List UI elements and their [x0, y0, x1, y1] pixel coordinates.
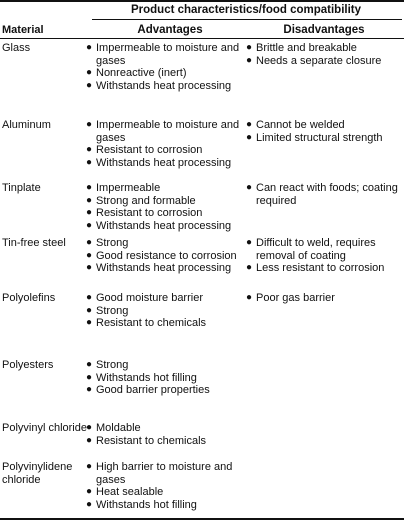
advantages-list	[86, 422, 246, 447]
disadvantage-item: ● Can react with foods; coating required	[246, 182, 398, 207]
bullet-icon: ●	[246, 42, 253, 53]
material-name: Tinplate	[2, 182, 41, 194]
bullet-icon: ●	[86, 371, 93, 383]
bullet-icon: ●	[246, 262, 253, 274]
bullet-icon: ●	[246, 131, 253, 143]
advantage-item: ● Strong	[86, 237, 129, 249]
disadvantage-item: ● Less resistant to corrosion	[246, 262, 385, 275]
bullet-icon: ●	[246, 54, 253, 66]
bullet-icon: ●	[86, 262, 93, 274]
advantage-item: ● Impermeable	[86, 182, 161, 194]
advantage-item: ● Heat sealable	[86, 486, 164, 499]
material-name: Aluminum	[2, 119, 51, 131]
disadvantages-list	[246, 237, 402, 275]
material-name: Polyesters	[2, 359, 54, 371]
advantages-list	[86, 461, 246, 511]
bullet-icon: ●	[86, 67, 93, 79]
advantage-item: ● Resistant to chemicals	[86, 317, 207, 330]
advantage-item: ● Resistant to corrosion	[86, 144, 203, 157]
disadvantages-list	[246, 182, 402, 207]
disadvantages-list	[246, 292, 402, 305]
header-group-rule	[92, 19, 402, 20]
bullet-icon: ●	[86, 292, 93, 303]
bullet-icon: ●	[246, 119, 253, 130]
material-name: Tin-free steel	[2, 237, 66, 249]
disadvantages-column-header: Disadvantages	[283, 24, 365, 36]
bullet-icon: ●	[246, 182, 253, 193]
advantage-item: ● Resistant to corrosion	[86, 207, 203, 220]
advantage-item: ● Withstands heat processing	[86, 79, 232, 92]
bullet-icon: ●	[246, 237, 253, 248]
advantage-item: ● Good moisture barrier	[86, 292, 203, 304]
bullet-icon: ●	[86, 156, 93, 168]
bullet-icon: ●	[86, 79, 93, 91]
bullet-icon: ●	[86, 422, 93, 433]
bullet-icon: ●	[86, 119, 93, 130]
advantage-item: ● Withstands hot filling	[86, 371, 197, 384]
bullet-icon: ●	[86, 434, 93, 446]
advantages-list	[86, 292, 246, 330]
table-bottom-rule	[0, 518, 404, 520]
advantage-item: ● Strong	[86, 359, 129, 371]
advantage-item: ● Good resistance to corrosion	[86, 249, 237, 262]
bullet-icon: ●	[246, 292, 253, 303]
advantage-item: ● Good barrier properties	[86, 384, 210, 397]
advantage-item: ● Withstands heat processing	[86, 156, 232, 169]
disadvantage-item: ● Poor gas barrier	[246, 292, 335, 304]
advantages-list	[86, 237, 246, 275]
bullet-icon: ●	[86, 317, 93, 329]
advantage-item: ● Withstands heat processing	[86, 262, 232, 275]
bullet-icon: ●	[86, 219, 93, 231]
advantage-item: ● Withstands heat processing	[86, 219, 232, 232]
disadvantage-item: ● Cannot be welded	[246, 119, 345, 131]
bullet-icon: ●	[86, 359, 93, 370]
bullet-icon: ●	[86, 249, 93, 261]
advantage-item: ● Resistant to chemicals	[86, 434, 207, 447]
bullet-icon: ●	[86, 486, 93, 498]
bullet-icon: ●	[86, 42, 93, 53]
disadvantage-item: ● Difficult to weld, requires removal of coating	[246, 237, 376, 262]
column-group-header: Product characteristics/food compatibility	[130, 4, 362, 16]
advantages-list	[86, 182, 246, 232]
bullet-icon: ●	[86, 207, 93, 219]
advantages-list	[86, 42, 246, 92]
bullet-icon: ●	[86, 304, 93, 316]
header-bottom-rule	[0, 38, 404, 39]
material-name: Polyvinyl chloride	[2, 422, 87, 434]
bullet-icon: ●	[86, 237, 93, 248]
advantages-list	[86, 359, 246, 397]
bullet-icon: ●	[86, 384, 93, 396]
material-name: Polyvinylidene chloride	[2, 461, 73, 486]
bullet-icon: ●	[86, 498, 93, 510]
material-name: Glass	[2, 42, 31, 54]
table-top-rule	[0, 0, 404, 2]
advantages-list	[86, 119, 246, 169]
bullet-icon: ●	[86, 461, 93, 472]
bullet-icon: ●	[86, 144, 93, 156]
disadvantages-list	[246, 42, 402, 67]
advantage-item: ● Strong and formable	[86, 194, 196, 207]
advantage-item: ● Impermeable to moisture and gases	[86, 119, 240, 144]
advantage-item: ● Moldable	[86, 422, 141, 434]
bullet-icon: ●	[86, 194, 93, 206]
material-column-header: Material	[2, 24, 44, 36]
bullet-icon: ●	[86, 182, 93, 193]
disadvantage-item: ● Needs a separate closure	[246, 54, 382, 67]
advantages-column-header: Advantages	[137, 24, 203, 36]
advantage-item: ● High barrier to moisture and gases	[86, 461, 233, 486]
material-name: Polyolefins	[2, 292, 56, 304]
disadvantage-item: ● Limited structural strength	[246, 131, 383, 144]
advantage-item: ● Impermeable to moisture and gases	[86, 42, 240, 67]
advantage-item: ● Withstands hot filling	[86, 498, 197, 511]
advantage-item: ● Strong	[86, 304, 129, 317]
disadvantage-item: ● Brittle and breakable	[246, 42, 357, 54]
advantage-item: ● Nonreactive (inert)	[86, 67, 187, 80]
disadvantages-list	[246, 119, 402, 144]
